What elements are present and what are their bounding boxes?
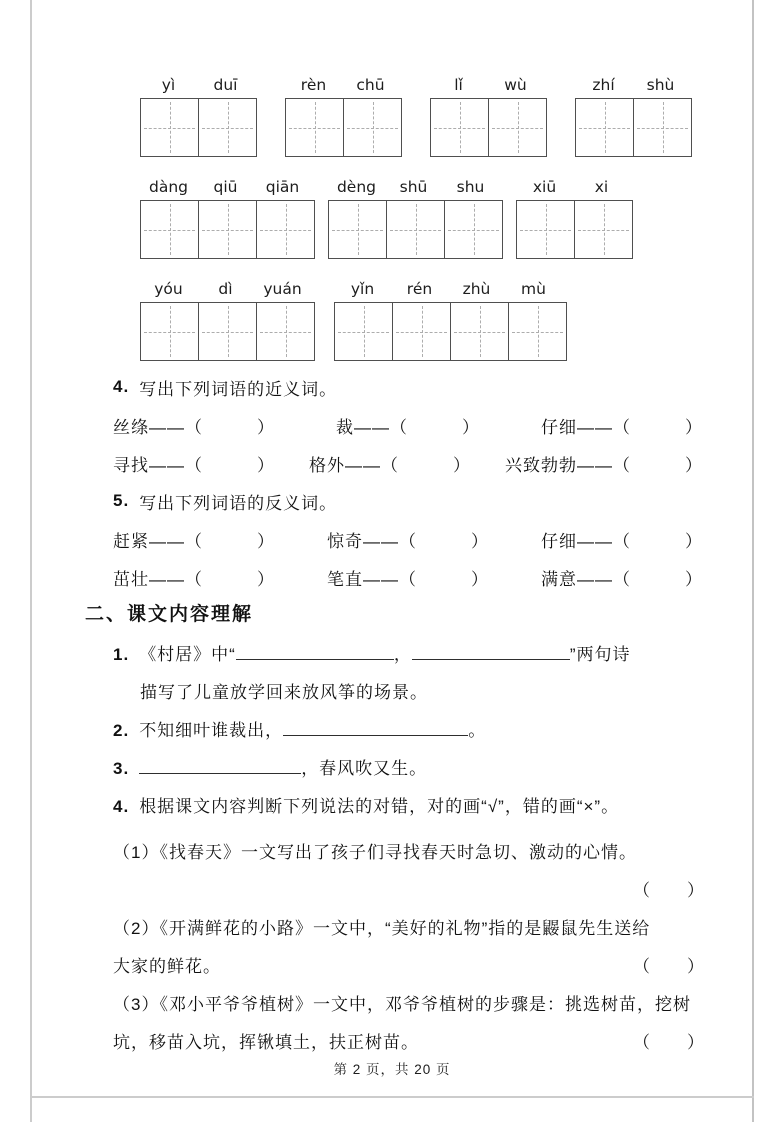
writing-grid	[575, 98, 692, 157]
word-pair: 赶紧——（ ）	[113, 531, 275, 551]
section-items	[85, 636, 705, 1062]
pinyin-syllable: wù	[504, 76, 527, 94]
sub-answer-line	[113, 948, 705, 986]
answer-parens: （ ）	[633, 957, 705, 976]
pinyin-labels	[285, 76, 402, 94]
tianzige-cell	[392, 303, 450, 360]
answer-parens: （ ）	[633, 1033, 705, 1052]
tianzige-cell	[508, 303, 566, 360]
pinyin-syllable: rén	[406, 280, 433, 298]
pinyin-word-group	[140, 280, 315, 361]
tianzige-cell	[256, 201, 314, 258]
pinyin-row	[140, 280, 692, 361]
pinyin-syllable: shū	[399, 178, 428, 196]
word-pair: 寻找——（ ）	[113, 455, 275, 475]
writing-grid	[430, 98, 547, 157]
judgement-sub-2	[113, 910, 705, 986]
answer-blank	[236, 656, 394, 660]
page-footer: 第 2 页，共 20 页	[333, 1062, 451, 1077]
judgement-sub-1	[113, 834, 705, 910]
tianzige-cell	[450, 303, 508, 360]
tianzige-cell	[256, 303, 314, 360]
word-pair: 满意——（ ）	[541, 569, 703, 589]
item-text: 。	[468, 721, 487, 740]
word-pair: 仔细——（ ）	[541, 531, 703, 551]
word-pair: 仔细——（ ）	[541, 417, 703, 437]
item-number: 2.	[113, 721, 130, 740]
pinyin-syllable: lǐ	[454, 76, 463, 94]
sub-text-continuation: 坑，移苗入坑，挥锹填土，扶正树苗。	[113, 1033, 419, 1052]
pinyin-word-group	[328, 178, 503, 259]
section-2	[85, 600, 705, 1062]
synonym-row-1	[113, 406, 705, 444]
pinyin-syllable: zhù	[462, 280, 491, 298]
scan-edge-left	[30, 0, 32, 1122]
pinyin-syllable: xiū	[532, 178, 557, 196]
tianzige-cell	[335, 303, 392, 360]
item-text: ，	[393, 645, 412, 664]
comprehension-item-1	[113, 636, 705, 712]
question-number: 5.	[113, 491, 130, 510]
tianzige-cell	[198, 99, 256, 156]
pinyin-syllable: yóu	[154, 280, 183, 298]
comprehension-item-2	[113, 712, 705, 750]
sub-text: （1）《找春天》一文写出了孩子们寻找春天时急切、激动的心情。	[113, 843, 637, 862]
pinyin-writing-section	[140, 76, 692, 382]
scan-edge-right	[752, 0, 754, 1122]
writing-grid	[140, 200, 315, 259]
pinyin-syllable: yǐn	[350, 280, 375, 298]
sub-text: （3）《邓小平爷爷植树》一文中，邓爷爷植树的步骤是：挑选树苗，挖树	[113, 995, 691, 1014]
pinyin-syllable: dèng	[336, 178, 377, 196]
answer-blank	[283, 732, 468, 736]
tianzige-cell	[141, 201, 198, 258]
antonym-row-2	[113, 558, 705, 596]
writing-grid	[334, 302, 567, 361]
question-title: 写出下列词语的近义词。	[139, 379, 338, 399]
answer-parens: （ ）	[633, 881, 705, 900]
pinyin-syllable: yuán	[263, 280, 302, 298]
writing-grid	[140, 302, 315, 361]
pinyin-word-group	[285, 76, 402, 157]
pinyin-syllable: qiū	[213, 178, 238, 196]
pinyin-labels	[328, 178, 503, 196]
tianzige-cell	[488, 99, 546, 156]
item-text-continuation: 描写了儿童放学回来放风筝的场景。	[140, 683, 428, 702]
sub-answer-line	[113, 1024, 705, 1062]
tianzige-cell	[343, 99, 401, 156]
sub-text-continuation: 大家的鲜花。	[113, 957, 221, 976]
comprehension-item-4	[113, 788, 705, 1062]
item-line	[113, 750, 705, 788]
word-pair: 裁——（ ）	[336, 417, 480, 437]
comprehension-item-3	[113, 750, 705, 788]
judgement-sub-3	[113, 986, 705, 1062]
item-number: 1.	[113, 645, 130, 664]
writing-grid	[516, 200, 633, 259]
pinyin-row	[140, 76, 692, 157]
synonym-row-2	[113, 444, 705, 482]
question-4-title-line	[113, 368, 705, 406]
pinyin-labels	[140, 178, 315, 196]
item-text: ”两句诗	[569, 645, 631, 664]
pinyin-syllable: dì	[218, 280, 233, 298]
word-pair: 茁壮——（ ）	[113, 569, 275, 589]
tianzige-cell	[329, 201, 386, 258]
tianzige-cell	[386, 201, 444, 258]
answer-blank	[412, 656, 570, 660]
tianzige-cell	[141, 303, 198, 360]
word-pair: 格外——（ ）	[309, 455, 471, 475]
word-questions	[113, 368, 705, 596]
item-text: ，春风吹又生。	[301, 759, 428, 778]
item-text: 根据课文内容判断下列说法的对错，对的画“√”，错的画“×”。	[139, 797, 620, 816]
tianzige-cell	[574, 201, 632, 258]
tianzige-cell	[444, 201, 502, 258]
writing-grid	[328, 200, 503, 259]
scan-edge-bottom	[30, 1096, 754, 1098]
word-pair: 兴致勃勃——（ ）	[505, 455, 703, 475]
pinyin-word-group	[516, 178, 633, 259]
pinyin-labels	[334, 280, 567, 298]
tianzige-cell	[431, 99, 488, 156]
pinyin-labels	[575, 76, 692, 94]
word-pair: 惊奇——（ ）	[327, 531, 489, 551]
sub-text: （2）《开满鲜花的小路》一文中，“美好的礼物”指的是鼹鼠先生送给	[113, 919, 651, 938]
tianzige-cell	[198, 303, 256, 360]
pinyin-syllable: shù	[646, 76, 675, 94]
pinyin-word-group	[430, 76, 547, 157]
item-text: 《村居》中“	[139, 645, 236, 664]
answer-blank	[139, 770, 301, 774]
question-5-title-line	[113, 482, 705, 520]
pinyin-labels	[140, 280, 315, 298]
pinyin-syllable: chū	[356, 76, 385, 94]
pinyin-labels	[430, 76, 547, 94]
writing-grid	[140, 98, 257, 157]
item-number: 3.	[113, 759, 130, 778]
word-pair: 丝绦——（ ）	[113, 417, 275, 437]
item-number: 4.	[113, 797, 130, 816]
tianzige-cell	[286, 99, 343, 156]
pinyin-row	[140, 178, 692, 259]
pinyin-word-group	[140, 76, 257, 157]
section-heading: 二、课文内容理解	[85, 604, 254, 625]
pinyin-syllable: mù	[521, 280, 546, 298]
pinyin-labels	[140, 76, 257, 94]
pinyin-word-group	[334, 280, 567, 361]
judgement-subs	[113, 834, 705, 1062]
pinyin-word-group	[575, 76, 692, 157]
pinyin-word-group	[140, 178, 315, 259]
item-line	[113, 788, 705, 826]
tianzige-cell	[633, 99, 691, 156]
question-number: 4.	[113, 377, 130, 396]
tianzige-cell	[198, 201, 256, 258]
item-line	[113, 636, 705, 674]
pinyin-syllable: yì	[161, 76, 176, 94]
question-title: 写出下列词语的反义词。	[139, 493, 338, 513]
pinyin-syllable: xi	[594, 178, 609, 196]
sub-answer-line	[113, 872, 705, 910]
item-line	[113, 712, 705, 750]
pinyin-syllable: duī	[213, 76, 238, 94]
tianzige-cell	[141, 99, 198, 156]
antonym-row-1	[113, 520, 705, 558]
tianzige-cell	[576, 99, 633, 156]
pinyin-syllable: zhí	[592, 76, 615, 94]
pinyin-syllable: dàng	[149, 178, 188, 196]
pinyin-syllable: shu	[456, 178, 485, 196]
pinyin-syllable: rèn	[300, 76, 327, 94]
item-text: 不知细叶谁裁出，	[139, 721, 284, 740]
pinyin-labels	[516, 178, 633, 196]
writing-grid	[285, 98, 402, 157]
pinyin-syllable: qiān	[265, 178, 300, 196]
tianzige-cell	[517, 201, 574, 258]
word-pair: 笔直——（ ）	[327, 569, 489, 589]
